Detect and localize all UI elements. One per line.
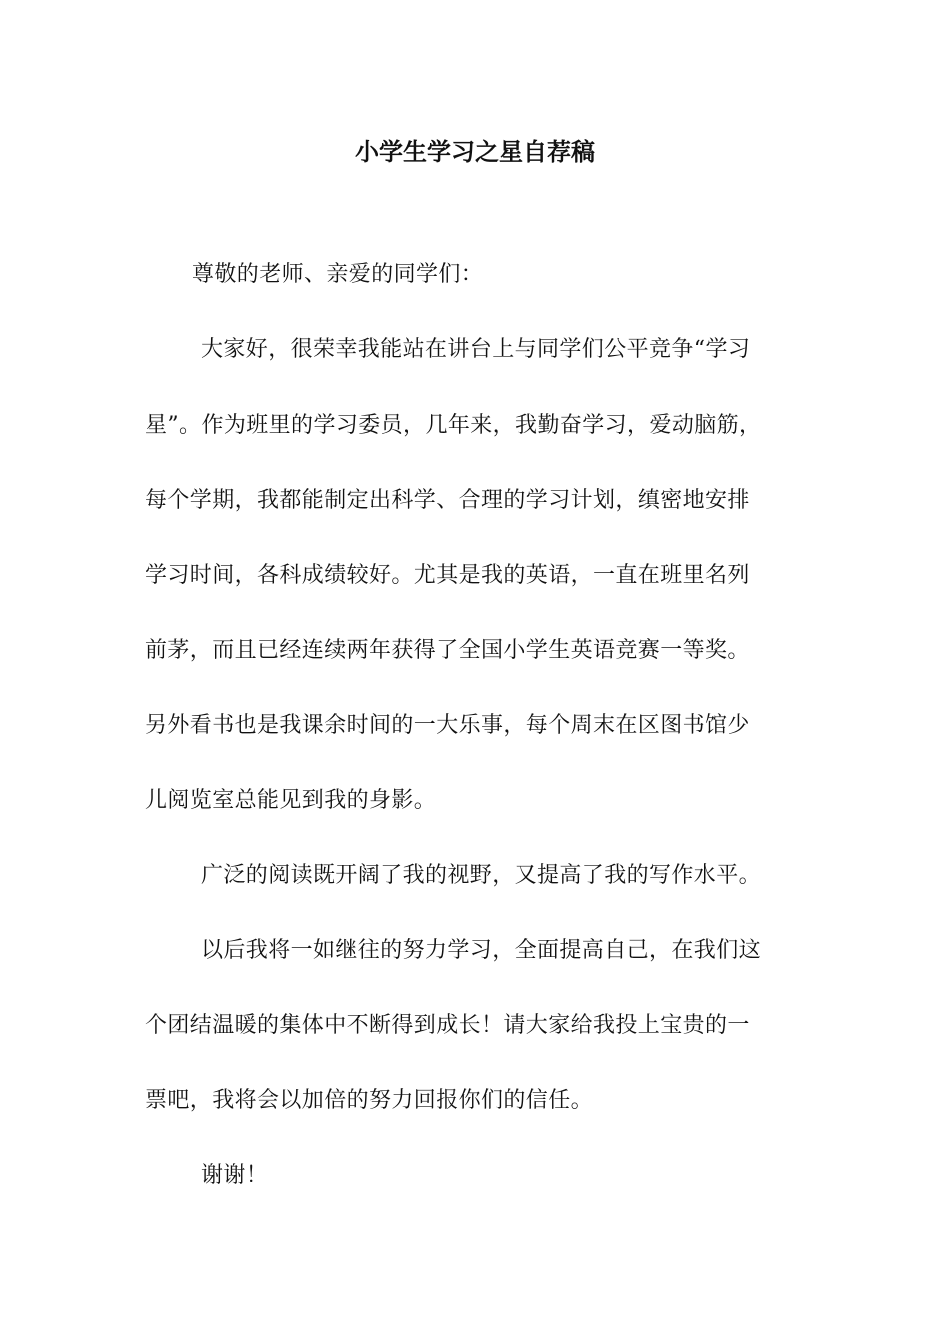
body-line: 星”。作为班里的学习委员，几年来，我勤奋学习，爱动脑筋， (145, 413, 762, 438)
greeting: 尊敬的老师、亲爱的同学们： (192, 262, 484, 287)
document-title: 小学生学习之星自荐稿 (355, 137, 595, 166)
body-line: 每个学期，我都能制定出科学、合理的学习计划，缜密地安排 (145, 488, 750, 513)
body-line: 另外看书也是我课余时间的一大乐事，每个周末在区图书馆少 (145, 713, 750, 738)
body-line: 个团结温暖的集体中不断得到成长！请大家给我投上宝贵的一 (145, 1013, 750, 1038)
body-line: 以后我将一如继往的努力学习，全面提高自己，在我们这 (201, 938, 762, 963)
body-line: 儿阅览室总能见到我的身影。 (145, 788, 437, 813)
body-line: 大家好，很荣幸我能站在讲台上与同学们公平竞争“学习 (201, 337, 751, 362)
body-line: 广泛的阅读既开阔了我的视野，又提高了我的写作水平。 (201, 863, 762, 888)
closing: 谢谢！ (201, 1163, 269, 1188)
body-line: 票吧，我将会以加倍的努力回报你们的信任。 (145, 1088, 594, 1113)
body-line: 学习时间，各科成绩较好。尤其是我的英语，一直在班里名列 (145, 563, 750, 588)
body-line: 前茅，而且已经连续两年获得了全国小学生英语竞赛一等奖。 (145, 638, 750, 663)
